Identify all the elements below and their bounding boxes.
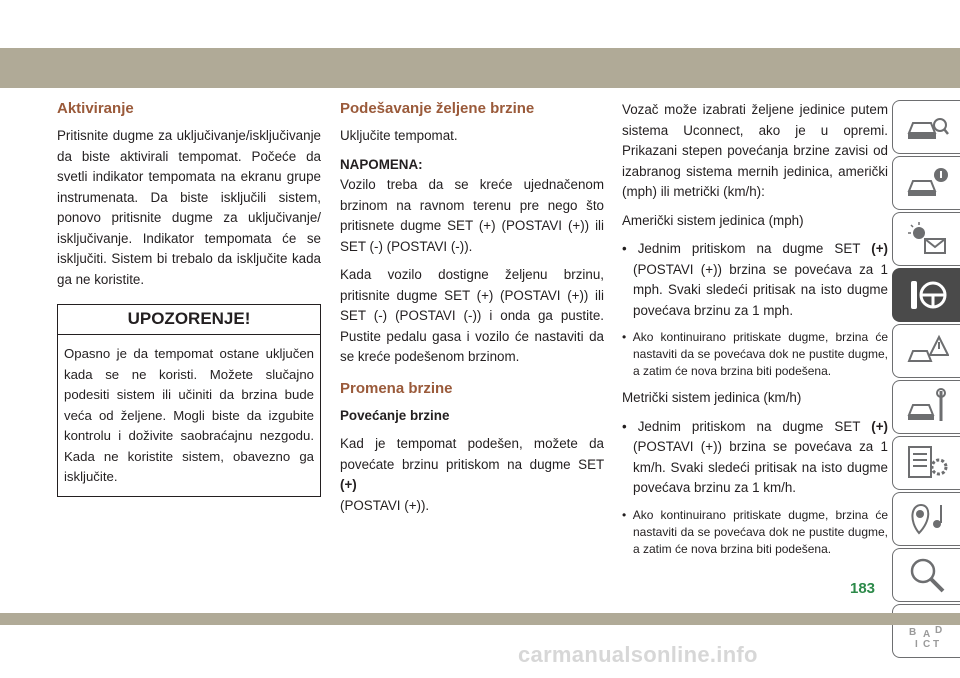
page-number: 183 — [850, 580, 876, 597]
car-search-icon — [905, 107, 949, 147]
paragraph: Pritisnite dugme za uključivanje/isključivanje da biste aktivirali tempomat. Počeće da svetli indikator tempomata na ekranu grupe instrumenata. Da biste isključili sistem, ponovo pritisnite dugme za uključivanje/ isključivanje. Indikator tempomata će se isključiti. Sistem bi trebalo da isključite kada ga ne koristite. — [57, 128, 321, 287]
tab-car-info[interactable] — [892, 156, 960, 210]
warning-lights-message-icon — [905, 219, 949, 259]
footer-band — [0, 613, 960, 625]
paragraph: Vozač može izabrati željene jedinice putem sistema Uconnect, ako je u opremi. Prikazani stepen povećanja brzine zavisi od izabranog sistema mernih jedinica, američki (mph) ili metrički (km/h): — [622, 102, 888, 199]
tab-list-gear[interactable] — [892, 436, 960, 490]
text-span-bold: (+) — [871, 241, 888, 256]
text-span-bold: (+) — [871, 418, 888, 434]
paragraph: Američki sistem jedinica (mph) — [622, 212, 804, 228]
list-gear-icon — [905, 443, 949, 483]
svg-text:C: C — [922, 638, 930, 650]
section-heading-aktiviranje: Aktiviranje — [57, 100, 134, 117]
watermark: carmanualsonline.info — [518, 642, 758, 667]
tab-warning-lights[interactable] — [892, 212, 960, 266]
tab-search[interactable] — [892, 548, 960, 602]
bullet-item: • Ako kontinuirano pritiskate dugme, brzina će nastaviti da se povećava dok ne pustite dugme, a zatim će nova brzina biti podešena. — [622, 330, 888, 378]
svg-text:B: B — [908, 626, 916, 638]
paragraph: Uključite tempomat. — [340, 128, 458, 143]
header-band — [0, 48, 960, 88]
column-2 — [340, 100, 604, 524]
bullet-item — [622, 417, 888, 499]
paragraph: Kada vozilo dostigne željenu brzinu, pritisnite dugme SET (+) (POSTAVI (+)) ili SET (-) (POSTAVI (-)) i onda ga pustite. Pustite pedalu gasa i vozilo će nastaviti da se kreće podešenom brzinom. — [340, 267, 604, 364]
section-heading-podesavanje: Podešavanje željene brzine — [340, 100, 535, 117]
text-span: • Jednim pritiskom na dugme SET — [622, 241, 861, 256]
tab-map-music[interactable] — [892, 492, 960, 546]
svg-text:D: D — [934, 624, 942, 636]
warning-text: Opasno je da tempomat ostane uključen kada se ne koristi. Možete slučajno podesiti sistem ili učiniti da brzina bude veća od željene. Mogli biste da izgubite kontrolu i doživite saobraćajnu nezgodu. Kada ne koristite sistem, obavezno ga isključite. — [64, 346, 314, 484]
tab-roadside[interactable] — [892, 324, 960, 378]
bullet-item: • Ako kontinuirano pritiskate dugme, brzina će nastaviti da se povećava dok ne pustite dugme, a zatim će nova brzina biti podešena. — [622, 507, 888, 556]
bullet-item — [622, 239, 888, 321]
key-steering-wheel-icon — [905, 275, 949, 315]
roadside-warning-icon — [905, 331, 949, 371]
column-3 — [622, 100, 888, 566]
tab-car-tools[interactable] — [892, 380, 960, 434]
note-text: Vozilo treba da se kreće ujednačenom brzinom na ravnom terenu pre nego što pritisnete dugme SET (+) (POSTAVI (+)) ili SET (-) (POSTAVI (-)). — [340, 177, 604, 254]
text-span: • Jednim pritiskom na dugme SET — [622, 418, 861, 434]
section-heading-promena: Promena brzine — [340, 379, 453, 397]
car-info-icon — [905, 163, 949, 203]
text-span: (POSTAVI (+)). — [340, 497, 430, 513]
paragraph — [340, 434, 604, 516]
note — [340, 155, 604, 258]
text-span: (POSTAVI (+)) brzina se povećava za 1 mph. Svaki sledeći pritisak na isto dugme povećava brzinu za 1 mph. — [633, 261, 888, 318]
text-span-bold: (+) — [340, 477, 357, 492]
car-tools-icon — [905, 387, 949, 427]
svg-text:I: I — [914, 638, 918, 650]
warning-box — [57, 304, 321, 497]
text-span: (POSTAVI (+)) brzina se povećava za 1 km/h. Svaki sledeći pritisak na isto dugme povećava brzinu za 1 km/h. — [633, 439, 888, 495]
paragraph: Metrički sistem jedinica (km/h) — [622, 390, 802, 405]
magnifier-icon — [905, 555, 949, 595]
text-span: Kad je tempomat podešen, možete da povećate brzinu pritiskom na dugme SET — [340, 436, 604, 472]
warning-title: UPOZORENJE! — [58, 305, 320, 335]
tab-car-search[interactable] — [892, 100, 960, 154]
tab-key-steering-active[interactable] — [892, 268, 960, 322]
svg-text:T: T — [932, 638, 939, 650]
chapter-tabs — [892, 100, 960, 660]
svg-text:A: A — [922, 628, 930, 640]
column-1 — [57, 100, 321, 497]
map-music-icon — [905, 499, 949, 539]
subheading: Povećanje brzine — [340, 407, 450, 423]
note-label: NAPOMENA: — [340, 156, 423, 172]
